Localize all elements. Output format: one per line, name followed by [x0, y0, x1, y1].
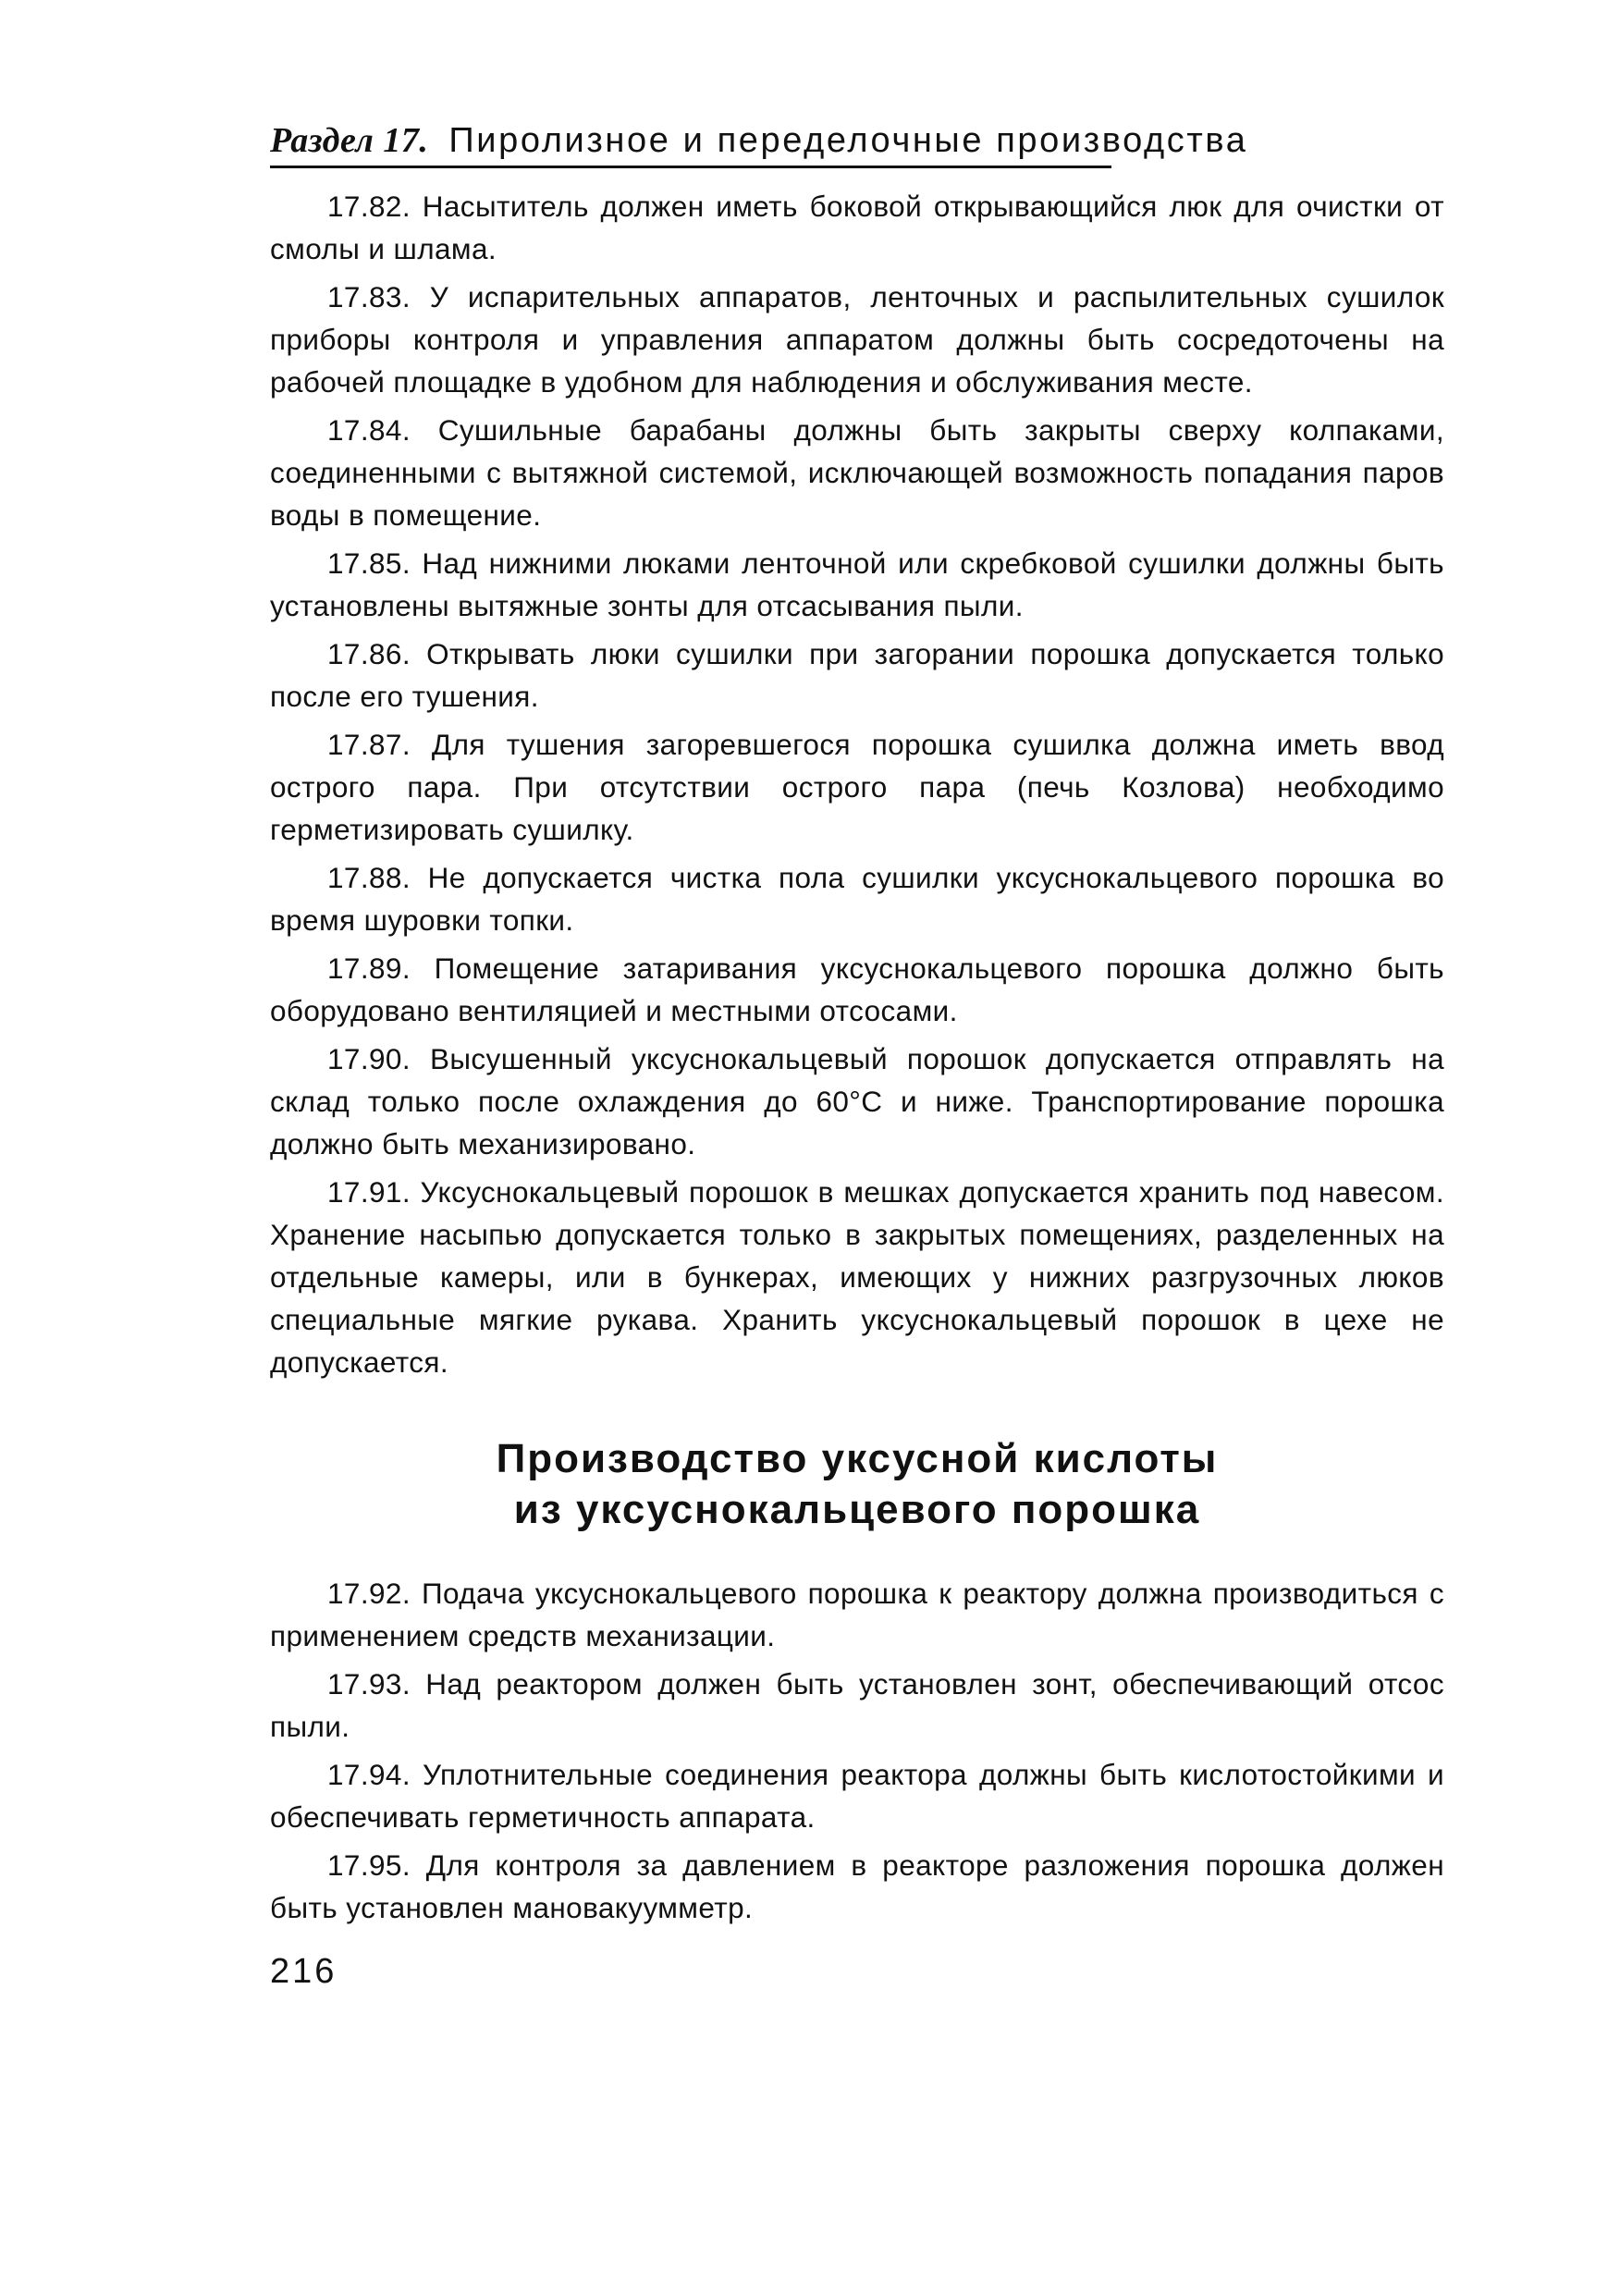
running-header	[270, 118, 1444, 172]
paragraph-17-92: 17.92. Подача уксуснокальцевого порошка к реактору должна производиться с применением средств механизации.	[270, 1577, 1444, 1652]
section-title: Пиролизное и переделочные производства	[448, 121, 1248, 160]
paragraph-17-82: 17.82. Насытитель должен иметь боковой открывающийся люк для очистки от смолы и шлама.	[270, 190, 1444, 265]
section-label: Раздел 17.	[270, 121, 429, 160]
paragraph-17-91: 17.91. Уксуснокальцевый порошок в мешках допускается хранить под навесом. Хранение насыпью допускается только в закрытых помещениях, разделенных на отдельные камеры, или в бункерах, имеющих у нижних разгрузочных люков специальные мягкие рукава. Хранить уксуснокальцевый порошок в цехе не допускается.	[270, 1175, 1444, 1379]
section-heading-line-1: Производство уксусной кислоты	[496, 1436, 1219, 1481]
paragraph-17-88: 17.88. Не допускается чистка пола сушилки уксуснокальцевого порошка во время шуровки топки.	[270, 861, 1444, 937]
paragraph-17-85: 17.85. Над нижними люками ленточной или скребковой сушилки должны быть установлены вытяжные зонты для отсасывания пыли.	[270, 546, 1444, 622]
header-underline	[270, 166, 1111, 168]
paragraph-17-86: 17.86. Открывать люки сушилки при загорании порошка допускается только после его тушения.	[270, 637, 1444, 713]
paragraph-17-94: 17.94. Уплотнительные соединения реактора должны быть кислотостойкими и обеспечивать герметичность аппарата.	[270, 1758, 1444, 1834]
section-heading-line-2: из уксуснокальцевого порошка	[513, 1487, 1201, 1532]
body-text	[270, 185, 1444, 1929]
page-number: 216	[270, 1952, 338, 1991]
paragraph-17-93: 17.93. Над реактором должен быть установлен зонт, обеспечивающий отсос пыли.	[270, 1667, 1444, 1743]
document-page	[270, 118, 1444, 1994]
paragraph-17-84: 17.84. Сушильные барабаны должны быть закрыты сверху колпаками, соединенными с вытяжной системой, исключающей возможность попадания паров воды в помещение.	[270, 413, 1444, 532]
paragraph-17-95: 17.95. Для контроля за давлением в реакторе разложения порошка должен быть установлен мановакуумметр.	[270, 1848, 1444, 1924]
paragraph-17-89: 17.89. Помещение затаривания уксуснокальцевого порошка должно быть оборудовано вентиляцией и местными отсосами.	[270, 952, 1444, 1027]
paragraph-17-87: 17.87. Для тушения загоревшегося порошка сушилка должна иметь ввод острого пара. При отсутствии острого пара (печь Козлова) необходимо герметизировать сушилку.	[270, 728, 1444, 846]
paragraph-17-90: 17.90. Высушенный уксуснокальцевый порошок допускается отправлять на склад только после охлаждения до 60°C и ниже. Транспортирование порошка должно быть механизировано.	[270, 1042, 1444, 1160]
section-heading	[270, 1433, 1444, 1535]
paragraph-17-83: 17.83. У испарительных аппаратов, ленточных и распылительных сушилок приборы контроля и управления аппаратом должны быть сосредоточены на рабочей площадке в удобном для наблюдения и обслуживания месте.	[270, 280, 1444, 399]
